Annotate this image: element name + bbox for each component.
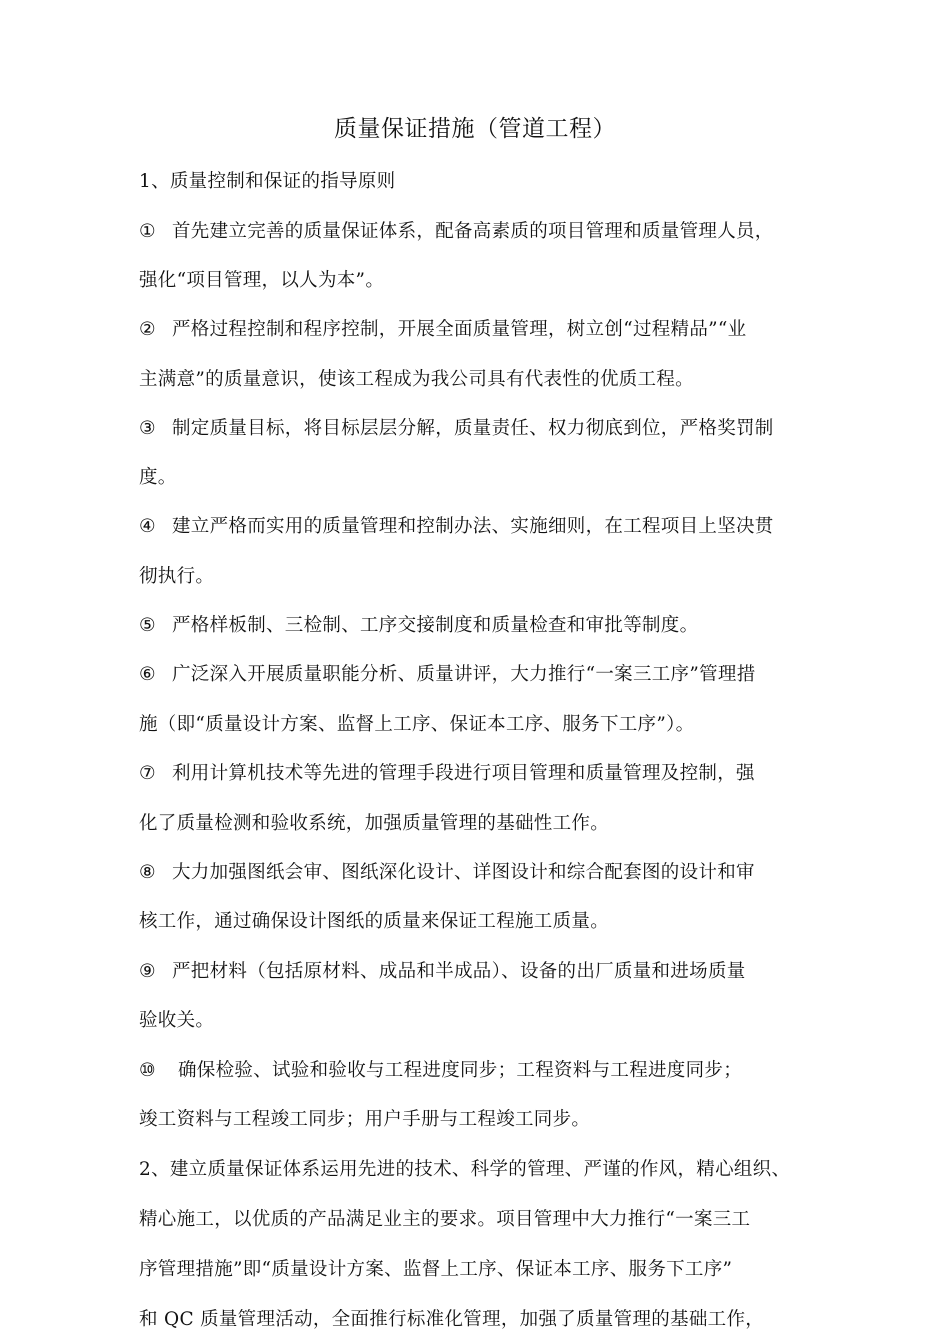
item-number: ①: [139, 221, 156, 242]
list-item-1-line-1: [139, 218, 839, 246]
list-item-6-line-1: [139, 661, 839, 689]
item-text: 确保检验、试验和验收与工程进度同步；工程资料与工程进度同步；: [178, 1060, 743, 1081]
section1-heading: 1、质量控制和保证的指导原则: [139, 171, 396, 192]
section2-line-4: 和 QC 质量管理活动，全面推行标准化管理，加强了质量管理的基础工作，: [139, 1309, 765, 1330]
item-number: ⑥: [139, 664, 156, 685]
document-title: 质量保证措施（管道工程）: [334, 116, 616, 142]
list-item-5-line-1: [139, 612, 839, 640]
list-item-8-line-2: 核工作，通过确保设计图纸的质量来保证工程施工质量。: [139, 911, 610, 932]
item-text: 严把材料（包括原材料、成品和半成品）、设备的出厂质量和进场质量: [172, 961, 746, 982]
list-item-8-line-1: [139, 859, 839, 887]
list-item-9-line-2: 验收关。: [139, 1010, 215, 1031]
item-number: ⑧: [139, 862, 156, 883]
item-text: 严格过程控制和程序控制，开展全面质量管理，树立创“过程精品”“业: [172, 319, 747, 340]
list-item-10-line-2: 竣工资料与工程竣工同步；用户手册与工程竣工同步。: [139, 1109, 591, 1130]
item-number: ④: [139, 516, 156, 537]
list-item-2-line-2: 主满意”的质量意识，使该工程成为我公司具有代表性的优质工程。: [139, 369, 694, 390]
list-item-4-line-2: 彻执行。: [139, 566, 215, 587]
list-item-10-line-1: [139, 1057, 839, 1085]
list-item-3-line-1: [139, 415, 839, 443]
item-number: ⑨: [139, 961, 156, 982]
item-text: 大力加强图纸会审、图纸深化设计、详图设计和综合配套图的设计和审: [172, 862, 755, 883]
item-text: 严格样板制、三检制、工序交接制度和质量检查和审批等制度。: [172, 615, 699, 636]
item-number: ②: [139, 319, 156, 340]
item-number: ⑤: [139, 615, 156, 636]
list-item-1-line-2: 强化“项目管理，以人为本”。: [139, 270, 385, 291]
section2-line-1: 2、建立质量保证体系运用先进的技术、科学的管理、严谨的作风，精心组织、: [139, 1159, 791, 1180]
list-item-9-line-1: [139, 958, 839, 986]
section2-line-2: 精心施工，以优质的产品满足业主的要求。项目管理中大力推行“一案三工: [139, 1209, 751, 1230]
item-text: 利用计算机技术等先进的管理手段进行项目管理和质量管理及控制，强: [172, 763, 755, 784]
item-text: 制定质量目标，将目标层层分解，质量责任、权力彻底到位，严格奖罚制: [172, 418, 774, 439]
item-text: 建立严格而实用的质量管理和控制办法、实施细则，在工程项目上坚决贯: [172, 516, 774, 537]
section2-line-3: 序管理措施”即“质量设计方案、监督上工序、保证本工序、服务下工序”: [139, 1259, 733, 1280]
list-item-2-line-1: [139, 316, 839, 344]
list-item-4-line-1: [139, 513, 839, 541]
item-text: 首先建立完善的质量保证体系，配备高素质的项目管理和质量管理人员，: [172, 221, 774, 242]
item-text: 广泛深入开展质量职能分析、质量讲评，大力推行“一案三工序”管理措: [172, 664, 756, 685]
item-number: ⑩: [139, 1060, 156, 1081]
item-number: ③: [139, 418, 156, 439]
item-number: ⑦: [139, 763, 156, 784]
list-item-6-line-2: 施（即“质量设计方案、监督上工序、保证本工序、服务下工序”）。: [139, 714, 695, 735]
list-item-7-line-2: 化了质量检测和验收系统，加强质量管理的基础性工作。: [139, 813, 610, 834]
list-item-7-line-1: [139, 760, 839, 788]
list-item-3-line-2: 度。: [139, 467, 177, 488]
